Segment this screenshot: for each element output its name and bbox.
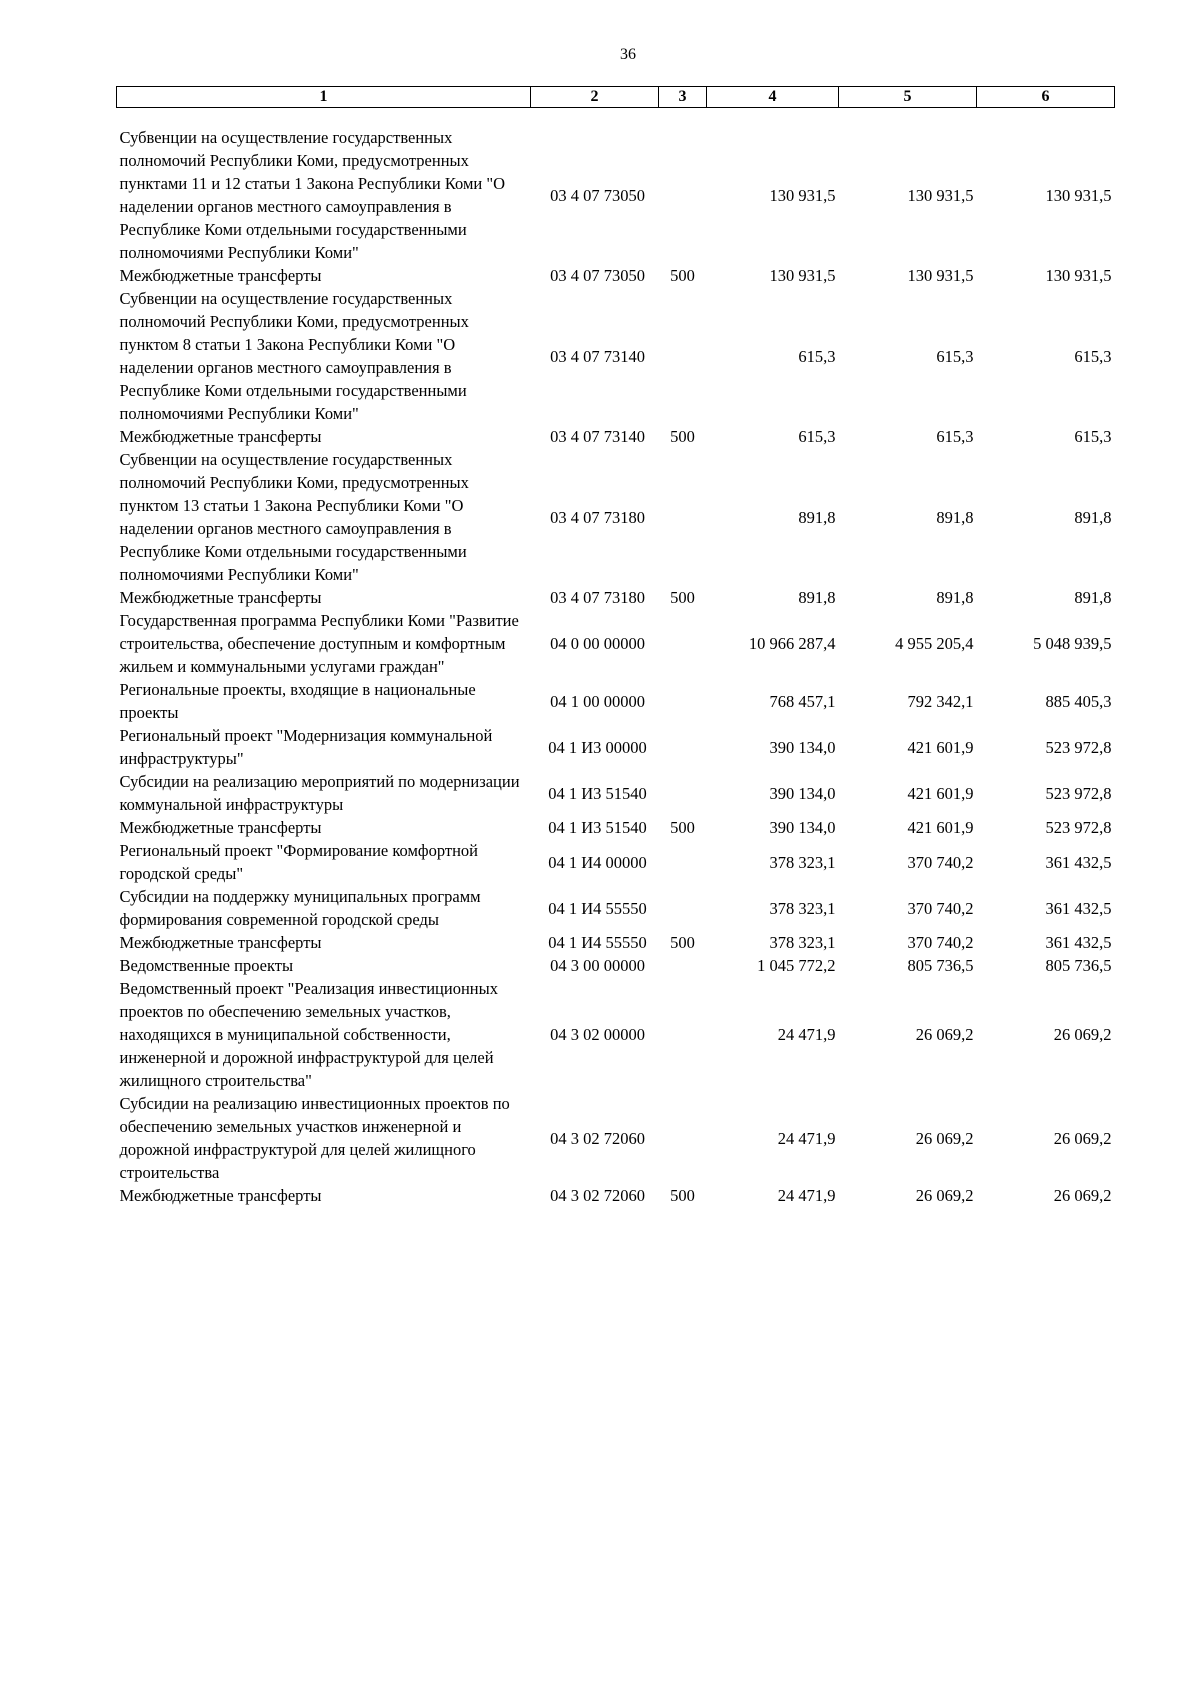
row-name: Региональный проект "Формирование комфортной городской среды" (119, 841, 478, 883)
row-name: Субвенции на осуществление государственных полномочий Республики Коми, предусмотренных пунктами 11 и 12 статьи 1 Закона Республики Коми "О наделении органов местного самоуправления в Республике Коми отдельными государственными полномочиями Республики Коми" (119, 128, 505, 262)
row-name: Межбюджетные трансферты (119, 427, 322, 446)
row-amount-year-2: 370 740,2 (907, 933, 974, 952)
table-row (117, 1184, 1115, 1207)
table-row (117, 678, 1115, 724)
table-row (117, 1092, 1115, 1184)
row-expense-type (659, 954, 707, 977)
table-row (117, 609, 1115, 678)
row-target-code: 04 3 02 00000 (550, 1025, 645, 1044)
row-amount-year-2: 421 601,9 (907, 783, 974, 803)
row-expense-type: 500 (670, 427, 695, 446)
table-row (117, 448, 1115, 586)
row-name: Ведомственные проекты (119, 956, 294, 975)
row-name: Межбюджетные трансферты (119, 818, 322, 837)
table-row (117, 885, 1115, 931)
row-target-code: 04 3 02 72060 (550, 1128, 645, 1148)
row-amount-year-3: 26 069,2 (1053, 1025, 1112, 1044)
row-name: Субвенции на осуществление государственных полномочий Республики Коми, предусмотренных пунктом 13 статьи 1 Закона Республики Коми "О наделении органов местного самоуправления в Республике Коми отдельными государственными полномочиями Республики Коми" (119, 450, 469, 584)
row-amount-year-3: 523 972,8 (1045, 737, 1112, 757)
row-amount-year-2: 792 342,1 (907, 691, 974, 711)
row-expense-type (659, 1092, 707, 1184)
row-target-code: 04 1 И3 51540 (548, 783, 647, 803)
row-target-code: 04 0 00 00000 (550, 634, 645, 653)
row-amount-year-3: 361 432,5 (1045, 852, 1112, 872)
row-amount-year-1: 130 931,5 (769, 266, 836, 285)
row-amount-year-1: 891,8 (798, 588, 836, 607)
row-amount-year-1: 390 134,0 (769, 783, 836, 803)
row-amount-year-1: 378 323,1 (769, 852, 836, 872)
row-amount-year-3: 615,3 (1074, 346, 1112, 366)
table-row (117, 586, 1115, 609)
row-amount-year-3: 805 736,5 (1045, 956, 1112, 975)
row-amount-year-3: 615,3 (1074, 427, 1112, 446)
row-amount-year-1: 378 323,1 (769, 933, 836, 952)
row-amount-year-3: 130 931,5 (1045, 266, 1112, 285)
column-header-4: 4 (707, 87, 839, 108)
row-expense-type (659, 609, 707, 678)
row-target-code: 04 3 02 72060 (550, 1186, 645, 1205)
column-header-2: 2 (531, 87, 659, 108)
row-amount-year-2: 370 740,2 (907, 898, 974, 918)
row-amount-year-2: 26 069,2 (915, 1186, 974, 1205)
row-expense-type: 500 (670, 933, 695, 952)
row-amount-year-3: 26 069,2 (1053, 1186, 1112, 1205)
table-row (117, 931, 1115, 954)
row-target-code: 03 4 07 73180 (550, 507, 645, 527)
header-gap (117, 108, 1115, 127)
row-expense-type: 500 (670, 266, 695, 285)
row-expense-type (659, 724, 707, 770)
row-amount-year-2: 891,8 (936, 507, 974, 527)
row-expense-type (659, 839, 707, 885)
row-target-code: 04 3 00 00000 (550, 956, 645, 975)
table-row (117, 954, 1115, 977)
row-name: Межбюджетные трансферты (119, 266, 322, 285)
row-amount-year-2: 26 069,2 (915, 1128, 974, 1148)
row-amount-year-2: 130 931,5 (907, 185, 974, 205)
row-name: Межбюджетные трансферты (119, 588, 322, 607)
row-target-code: 04 1 00 00000 (550, 691, 645, 711)
row-target-code: 03 4 07 73180 (550, 588, 645, 607)
row-amount-year-2: 891,8 (936, 588, 974, 607)
row-expense-type (659, 126, 707, 264)
row-amount-year-1: 378 323,1 (769, 898, 836, 918)
row-target-code: 04 1 И4 55550 (548, 898, 647, 918)
row-name: Региональный проект "Модернизация коммунальной инфраструктуры" (119, 726, 493, 768)
row-expense-type (659, 977, 707, 1092)
row-name: Субвенции на осуществление государственных полномочий Республики Коми, предусмотренных пунктом 8 статьи 1 Закона Республики Коми "О наделении органов местного самоуправления в Республике Коми отдельными государственными полномочиями Республики Коми" (119, 289, 469, 423)
row-amount-year-3: 891,8 (1074, 507, 1112, 527)
table-row (117, 977, 1115, 1092)
row-name: Субсидии на реализацию мероприятий по модернизации коммунальной инфраструктуры (119, 772, 520, 814)
row-target-code: 04 1 И4 55550 (548, 933, 647, 952)
row-expense-type (659, 770, 707, 816)
row-expense-type (659, 885, 707, 931)
row-name: Государственная программа Республики Коми "Развитие строительства, обеспечение доступным и комфортным жильем и коммунальными услугами граждан" (119, 611, 519, 676)
row-target-code: 03 4 07 73050 (550, 266, 645, 285)
row-amount-year-2: 130 931,5 (907, 266, 974, 285)
row-amount-year-3: 885 405,3 (1045, 691, 1112, 711)
row-amount-year-2: 615,3 (936, 427, 974, 446)
row-name: Межбюджетные трансферты (119, 1186, 322, 1205)
table-row (117, 839, 1115, 885)
row-amount-year-1: 1 045 772,2 (757, 956, 836, 975)
row-amount-year-1: 24 471,9 (777, 1186, 836, 1205)
table-row (117, 724, 1115, 770)
row-amount-year-1: 130 931,5 (769, 185, 836, 205)
row-target-code: 03 4 07 73140 (550, 346, 645, 366)
row-amount-year-1: 390 134,0 (769, 818, 836, 837)
row-amount-year-1: 891,8 (798, 507, 836, 527)
row-amount-year-1: 24 471,9 (777, 1025, 836, 1044)
row-amount-year-1: 390 134,0 (769, 737, 836, 757)
page-number: 36 (620, 46, 636, 63)
row-amount-year-2: 421 601,9 (907, 737, 974, 757)
column-header-1: 1 (117, 87, 531, 108)
row-name: Ведомственный проект "Реализация инвестиционных проектов по обеспечению земельных участков, находящихся в муниципальной собственности, инженерной и дорожной инфраструктурой для целей жилищного строительства" (119, 979, 498, 1090)
table-row (117, 816, 1115, 839)
row-amount-year-3: 523 972,8 (1045, 783, 1112, 803)
row-expense-type: 500 (670, 1186, 695, 1205)
row-amount-year-3: 5 048 939,5 (1033, 634, 1112, 653)
row-amount-year-2: 805 736,5 (907, 956, 974, 975)
column-header-5: 5 (839, 87, 977, 108)
table-header (117, 87, 1115, 108)
row-expense-type (659, 448, 707, 586)
table-row (117, 425, 1115, 448)
row-amount-year-1: 615,3 (798, 346, 836, 366)
row-amount-year-3: 523 972,8 (1045, 818, 1112, 837)
row-name: Региональные проекты, входящие в национальные проекты (119, 680, 476, 722)
row-amount-year-1: 615,3 (798, 427, 836, 446)
column-header-6: 6 (977, 87, 1115, 108)
row-amount-year-2: 4 955 205,4 (895, 634, 974, 653)
row-target-code: 03 4 07 73140 (550, 427, 645, 446)
row-expense-type (659, 287, 707, 425)
row-name: Субсидии на реализацию инвестиционных проектов по обеспечению земельных участков инженерной и дорожной инфраструктурой для целей жилищного строительства (119, 1094, 510, 1182)
row-amount-year-1: 768 457,1 (769, 691, 836, 711)
row-amount-year-3: 361 432,5 (1045, 898, 1112, 918)
table-row (117, 287, 1115, 425)
row-amount-year-2: 615,3 (936, 346, 974, 366)
row-target-code: 04 1 И3 51540 (548, 818, 647, 837)
row-amount-year-2: 26 069,2 (915, 1025, 974, 1044)
row-expense-type: 500 (670, 818, 695, 837)
header-row (117, 87, 1115, 108)
table-row (117, 770, 1115, 816)
row-amount-year-1: 24 471,9 (777, 1128, 836, 1148)
row-amount-year-2: 421 601,9 (907, 818, 974, 837)
table-row (117, 264, 1115, 287)
row-amount-year-1: 10 966 287,4 (748, 634, 836, 653)
row-amount-year-3: 361 432,5 (1045, 933, 1112, 952)
budget-table (116, 86, 1115, 1207)
row-amount-year-3: 891,8 (1074, 588, 1112, 607)
row-expense-type: 500 (670, 588, 695, 607)
row-name: Субсидии на поддержку муниципальных программ формирования современной городской среды (119, 887, 481, 929)
row-amount-year-2: 370 740,2 (907, 852, 974, 872)
row-target-code: 04 1 И4 00000 (548, 852, 647, 872)
row-target-code: 03 4 07 73050 (550, 185, 645, 205)
table-body (117, 108, 1115, 1208)
row-amount-year-3: 130 931,5 (1045, 185, 1112, 205)
row-amount-year-3: 26 069,2 (1053, 1128, 1112, 1148)
row-name: Межбюджетные трансферты (119, 933, 322, 952)
row-expense-type (659, 678, 707, 724)
column-header-3: 3 (659, 87, 707, 108)
table-row (117, 126, 1115, 264)
row-target-code: 04 1 И3 00000 (548, 737, 647, 757)
